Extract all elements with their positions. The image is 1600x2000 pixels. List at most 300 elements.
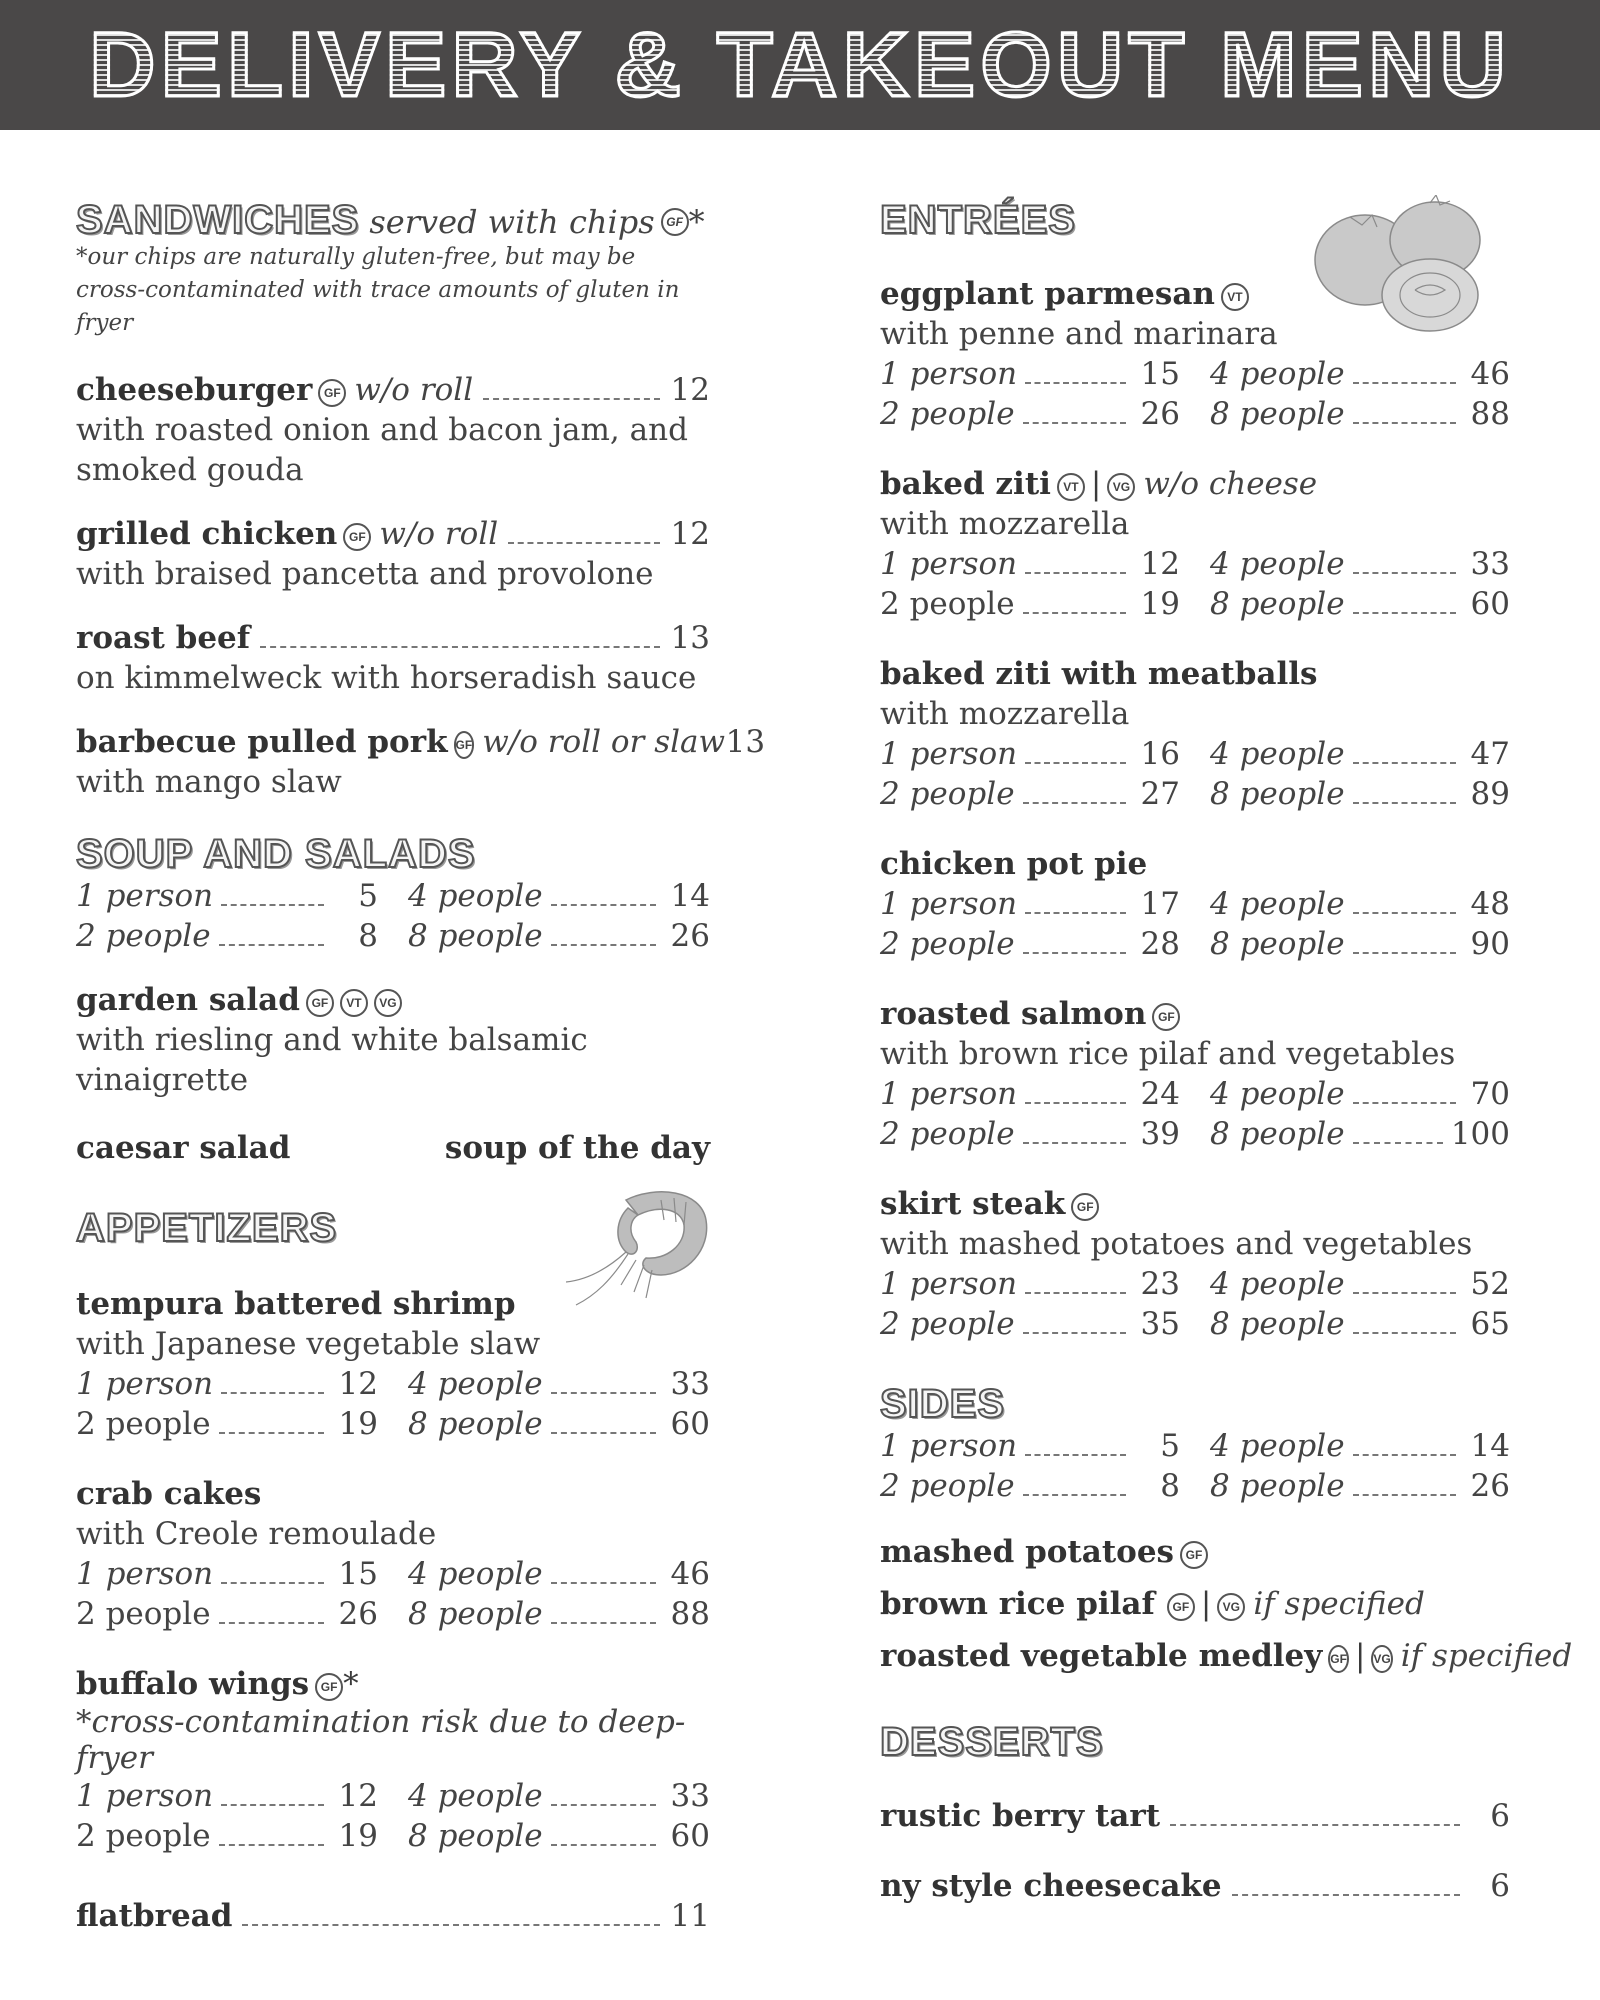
dotted-leader (242, 1924, 660, 1926)
portion-label: 1 person (76, 878, 214, 914)
portion-price-grid (76, 1776, 710, 1856)
dotted-leader (551, 1432, 656, 1434)
portion-price: 26 (670, 918, 710, 954)
portion-label: 1 person (76, 1556, 214, 1592)
portion-price: 26 (1470, 1468, 1510, 1504)
portion-label: 4 people (408, 1556, 543, 1592)
price-cell (76, 1404, 378, 1444)
dotted-leader (219, 944, 324, 946)
price-cell (408, 876, 710, 916)
item-description: with mashed potatoes and vegetables (880, 1226, 1473, 1262)
portion-price: 26 (338, 1596, 378, 1632)
tomato-illustration-icon (1310, 195, 1490, 335)
price-cell (1210, 1074, 1510, 1114)
dotted-leader (1023, 422, 1126, 424)
soup-price-grid (76, 876, 710, 956)
portion-label: 2 people (880, 1468, 1015, 1504)
price-cell (1210, 1426, 1510, 1466)
price-cell (1210, 584, 1510, 624)
portion-price: 12 (338, 1778, 378, 1814)
dotted-leader (1353, 1332, 1456, 1334)
item-description: with roasted onion and bacon jam, and (76, 412, 688, 448)
portion-price-grid (880, 734, 1510, 814)
price-cell (880, 1426, 1180, 1466)
portion-label: 4 people (408, 878, 543, 914)
price-cell (1210, 734, 1510, 774)
gf-badge-icon: GF (661, 208, 689, 236)
menu-item-skirt-steak (880, 1184, 1510, 1344)
price-cell (880, 1304, 1180, 1344)
portion-price: 5 (358, 878, 378, 914)
dotted-leader (1353, 1454, 1456, 1456)
item-name: skirt steak (880, 1186, 1066, 1222)
dotted-leader (1025, 1454, 1126, 1456)
dotted-leader (551, 1582, 656, 1584)
price-cell (880, 1264, 1180, 1304)
portion-price: 70 (1470, 1076, 1510, 1112)
price-cell (1210, 544, 1510, 584)
section-heading-desserts: DESSERTS (880, 1720, 1104, 1764)
portion-label: 2 people (880, 396, 1015, 432)
item-row (880, 994, 1510, 1034)
portion-label: 8 people (1210, 926, 1345, 962)
asterisk: * (688, 203, 705, 241)
portion-price-grid (880, 354, 1510, 434)
dotted-leader (551, 1804, 656, 1806)
portion-price: 12 (338, 1366, 378, 1402)
portion-price: 19 (1140, 586, 1180, 622)
item-variant: if specified (1400, 1638, 1573, 1674)
price-cell (408, 1364, 710, 1404)
item-row (76, 1664, 710, 1704)
menu-item-pulled-pork (76, 722, 766, 802)
dotted-leader (1353, 802, 1456, 804)
dotted-leader (1353, 1494, 1456, 1496)
item-name: roasted salmon (880, 996, 1147, 1032)
portion-label: 2 people (76, 1818, 211, 1854)
portion-label: 8 people (1210, 396, 1345, 432)
portion-label: 4 people (1210, 736, 1345, 772)
dotted-leader (1023, 1142, 1126, 1144)
price-cell (880, 544, 1180, 584)
portion-label: 4 people (1210, 546, 1345, 582)
dotted-leader (1353, 1102, 1456, 1104)
item-variant: w/o roll (379, 516, 499, 552)
menu-item-garden-salad (76, 980, 710, 1100)
dotted-leader (1025, 762, 1126, 764)
portion-price: 26 (1140, 396, 1180, 432)
item-note: *cross-contamination risk due to deep-fryer (76, 1704, 686, 1776)
menu-item-buffalo-wings (76, 1664, 710, 1856)
item-name: tempura battered shrimp (76, 1286, 516, 1322)
item-name: barbecue pulled pork (76, 724, 448, 760)
portion-label: 8 people (408, 1596, 543, 1632)
price-cell (880, 354, 1180, 394)
dotted-leader (1353, 762, 1456, 764)
portion-label: 4 people (1210, 1266, 1345, 1302)
dotted-leader (219, 1844, 324, 1846)
served-with-chips (369, 203, 704, 241)
price-cell (880, 774, 1180, 814)
dotted-leader (1353, 1142, 1443, 1144)
dotted-leader (219, 1432, 324, 1434)
portion-price: 89 (1470, 776, 1510, 812)
vt-badge-icon: VT (340, 989, 368, 1017)
portion-price-grid (880, 544, 1510, 624)
portion-price: 88 (670, 1596, 710, 1632)
item-row (76, 370, 710, 410)
item-description: with mozzarella (880, 696, 1130, 732)
portion-price: 17 (1140, 886, 1180, 922)
portion-price-grid (880, 884, 1510, 964)
price-cell (1210, 924, 1510, 964)
menu-item-baked-ziti (880, 464, 1510, 624)
portion-price: 46 (670, 1556, 710, 1592)
section-heading-soup-salads: SOUP AND SALADS (76, 832, 476, 876)
dotted-leader (221, 904, 324, 906)
portion-price: 88 (1470, 396, 1510, 432)
price-cell (1210, 354, 1510, 394)
item-description: with riesling and white balsamic vinaigrette (76, 1022, 588, 1098)
portion-price: 8 (358, 918, 378, 954)
portion-price: 24 (1140, 1076, 1180, 1112)
menu-item-chicken-pot-pie (880, 844, 1510, 964)
price-cell (408, 1404, 710, 1444)
menu-item-crab-cakes (76, 1474, 710, 1634)
item-name-caesar: caesar salad (76, 1130, 291, 1166)
item-row (76, 618, 710, 658)
item-variant: if specified (1253, 1586, 1425, 1622)
item-row (76, 722, 766, 762)
dotted-leader (1353, 382, 1456, 384)
dotted-leader (1025, 1292, 1126, 1294)
item-row (880, 654, 1510, 694)
dotted-leader (1025, 572, 1126, 574)
portion-label: 1 person (880, 886, 1018, 922)
item-name: rustic berry tart (880, 1798, 1161, 1834)
portion-label: 1 person (880, 546, 1018, 582)
dotted-leader (1023, 1494, 1126, 1496)
dotted-leader (1023, 802, 1126, 804)
right-column (880, 198, 1573, 1906)
portion-label: 2 people (880, 1306, 1015, 1342)
portion-price: 100 (1450, 1116, 1510, 1152)
item-name: buffalo wings (76, 1666, 310, 1702)
price-cell (408, 1776, 710, 1816)
item-price: 12 (670, 372, 710, 408)
portion-label: 1 person (880, 1428, 1018, 1464)
item-name: crab cakes (76, 1476, 262, 1512)
dotted-leader (551, 1844, 656, 1846)
portion-label: 8 people (408, 918, 543, 954)
item-name: chicken pot pie (880, 846, 1148, 882)
dotted-leader (508, 542, 660, 544)
price-cell (408, 916, 710, 956)
portion-price: 52 (1470, 1266, 1510, 1302)
portion-price: 16 (1140, 736, 1180, 772)
item-name: flatbread (76, 1898, 233, 1934)
dotted-leader (551, 944, 656, 946)
dotted-leader (221, 1392, 324, 1394)
price-cell (1210, 1114, 1510, 1154)
portion-price: 33 (670, 1366, 710, 1402)
item-variant: w/o roll (354, 372, 474, 408)
item-name: mashed potatoes (880, 1534, 1175, 1570)
gf-badge-icon: GF (1180, 1541, 1208, 1569)
gf-badge-icon: GF (1152, 1003, 1180, 1031)
price-cell (408, 1594, 710, 1634)
price-cell (76, 1776, 378, 1816)
chips-note-line-1: *our chips are naturally gluten-free, but may be (76, 244, 636, 270)
portion-price-grid (76, 1554, 710, 1634)
portion-label: 8 people (1210, 1468, 1345, 1504)
portion-price: 19 (338, 1406, 378, 1442)
dotted-leader (551, 1622, 656, 1624)
portion-price: 33 (670, 1778, 710, 1814)
portion-price: 90 (1470, 926, 1510, 962)
menu-item-grilled-chicken (76, 514, 710, 594)
item-row (880, 1184, 1510, 1224)
portion-price: 5 (1160, 1428, 1180, 1464)
item-variant: w/o roll or slaw (482, 724, 726, 760)
separator: | (1354, 1638, 1366, 1674)
vt-badge-icon: VT (1221, 283, 1249, 311)
section-heading-sandwiches: SANDWICHES (76, 198, 360, 242)
dotted-leader (1023, 1332, 1126, 1334)
price-cell (1210, 1304, 1510, 1344)
menu-item-ziti-meatballs (880, 654, 1510, 814)
portion-label: 1 person (76, 1366, 214, 1402)
portion-label: 8 people (1210, 776, 1345, 812)
gf-badge-icon: GF (315, 1673, 343, 1701)
sandwiches-heading-row (76, 200, 710, 241)
price-cell (880, 394, 1180, 434)
dotted-leader (1353, 952, 1456, 954)
dotted-leader (1023, 612, 1126, 614)
price-cell (1210, 394, 1510, 434)
price-cell (1210, 1466, 1510, 1506)
price-cell (880, 924, 1180, 964)
dotted-leader (1025, 382, 1126, 384)
dotted-leader (260, 646, 660, 648)
portion-price-grid (880, 1074, 1510, 1154)
dotted-leader (1353, 612, 1456, 614)
item-name: baked ziti with meatballs (880, 656, 1318, 692)
portion-label: 1 person (880, 1076, 1018, 1112)
portion-price: 35 (1140, 1306, 1180, 1342)
section-heading-entrees: ENTRÉES (880, 198, 1076, 242)
dotted-leader (1232, 1894, 1460, 1896)
gf-badge-icon: GF (1071, 1193, 1099, 1221)
item-description: with mozzarella (880, 506, 1130, 542)
item-price: 12 (670, 516, 710, 552)
gf-badge-icon: GF (454, 731, 475, 759)
menu-item-flatbread (76, 1896, 710, 1936)
portion-label: 4 people (1210, 886, 1345, 922)
item-variant: w/o cheese (1143, 466, 1318, 502)
portion-price: 15 (1140, 356, 1180, 392)
dotted-leader (551, 904, 656, 906)
portion-price: 14 (670, 878, 710, 914)
portion-price: 23 (1140, 1266, 1180, 1302)
portion-price: 27 (1140, 776, 1180, 812)
portion-price: 12 (1140, 546, 1180, 582)
portion-label: 8 people (1210, 1116, 1345, 1152)
item-name: brown rice pilaf (880, 1586, 1155, 1622)
item-description: smoked gouda (76, 452, 304, 488)
price-cell (1210, 884, 1510, 924)
dotted-leader (1025, 912, 1126, 914)
asterisk: * (343, 1666, 359, 1702)
portion-label: 4 people (1210, 1076, 1345, 1112)
item-row (76, 1474, 710, 1514)
vt-badge-icon: VT (1057, 473, 1085, 501)
dotted-leader (1353, 1292, 1456, 1294)
portion-label: 2 people (880, 926, 1015, 962)
gf-badge-icon: GF (343, 523, 371, 551)
separator: | (1090, 466, 1102, 502)
price-cell (880, 1074, 1180, 1114)
portion-label: 2 people (880, 776, 1015, 812)
menu-item-cheeseburger (76, 370, 710, 490)
dotted-leader (1023, 952, 1126, 954)
dotted-leader (1025, 1102, 1126, 1104)
dessert-cheesecake (880, 1866, 1510, 1906)
item-description: with penne and marinara (880, 316, 1278, 352)
price-cell (76, 1364, 378, 1404)
portion-price: 65 (1470, 1306, 1510, 1342)
dotted-leader (1353, 912, 1456, 914)
price-cell (880, 884, 1180, 924)
price-cell (1210, 1264, 1510, 1304)
gf-badge-icon: GF (1328, 1645, 1349, 1673)
menu-title: DELIVERY & TAKEOUT MENU (89, 14, 1511, 116)
portion-price: 60 (670, 1406, 710, 1442)
item-price: 13 (670, 620, 710, 656)
item-row (76, 980, 710, 1020)
portion-label: 1 person (880, 1266, 1018, 1302)
menu-item-roasted-salmon (880, 994, 1510, 1154)
item-name: roasted vegetable medley (880, 1638, 1323, 1674)
portion-price-grid (76, 1364, 710, 1444)
price-cell (880, 734, 1180, 774)
dessert-berry-tart (880, 1796, 1510, 1836)
left-column (76, 198, 766, 1936)
price-cell (880, 1466, 1180, 1506)
vg-badge-icon: VG (1371, 1645, 1392, 1673)
dotted-leader (551, 1392, 656, 1394)
item-name: eggplant parmesan (880, 276, 1215, 312)
price-cell (408, 1816, 710, 1856)
portion-label: 8 people (408, 1406, 543, 1442)
item-row (880, 844, 1510, 884)
side-mashed-potatoes (880, 1532, 1510, 1572)
portion-label: 8 people (408, 1818, 543, 1854)
item-name: roast beef (76, 620, 251, 656)
item-description: with Creole remoulade (76, 1516, 437, 1552)
vg-badge-icon: VG (1217, 1593, 1245, 1621)
dotted-leader (1353, 572, 1456, 574)
portion-label: 2 people (880, 586, 1015, 622)
portion-price-grid (880, 1264, 1510, 1344)
dotted-leader (483, 398, 660, 400)
item-description: on kimmelweck with horseradish sauce (76, 660, 697, 696)
portion-price: 48 (1470, 886, 1510, 922)
side-vegetable-medley (880, 1636, 1573, 1676)
chips-note-line-2: cross-contaminated with trace amounts of gluten in fryer (76, 277, 680, 336)
gf-badge-icon: GF (318, 379, 346, 407)
price-cell (76, 916, 378, 956)
caesar-soup-row (76, 1128, 710, 1168)
portion-price: 15 (338, 1556, 378, 1592)
item-price: 11 (670, 1898, 710, 1934)
dotted-leader (221, 1804, 324, 1806)
sides-price-grid (880, 1426, 1510, 1506)
item-row (880, 464, 1510, 504)
served-text: served with chips (369, 203, 655, 241)
price-cell (76, 1554, 378, 1594)
item-price: 13 (725, 724, 766, 760)
dotted-leader (1170, 1824, 1460, 1826)
item-description: with braised pancetta and provolone (76, 556, 654, 592)
item-row (76, 514, 710, 554)
price-cell (76, 876, 378, 916)
gf-badge-icon: GF (1167, 1593, 1195, 1621)
dotted-leader (1353, 422, 1456, 424)
portion-label: 4 people (408, 1366, 543, 1402)
portion-price: 60 (1470, 586, 1510, 622)
portion-label: 4 people (1210, 356, 1345, 392)
gf-badge-icon: GF (306, 989, 334, 1017)
dotted-leader (221, 1582, 324, 1584)
portion-label: 2 people (76, 918, 211, 954)
shrimp-illustration-icon (566, 1180, 716, 1310)
section-heading-appetizers: APPETIZERS (76, 1206, 338, 1250)
portion-price: 14 (1470, 1428, 1510, 1464)
item-name-soup-day: soup of the day (444, 1130, 710, 1166)
item-description: with Japanese vegetable slaw (76, 1326, 541, 1362)
portion-label: 1 person (880, 736, 1018, 772)
portion-price: 19 (338, 1818, 378, 1854)
item-name: garden salad (76, 982, 300, 1018)
separator: | (1200, 1586, 1212, 1622)
portion-label: 2 people (76, 1596, 211, 1632)
price-cell (408, 1554, 710, 1594)
menu-item-roast-beef (76, 618, 710, 698)
portion-label: 1 person (76, 1778, 214, 1814)
portion-label: 1 person (880, 356, 1018, 392)
portion-price: 33 (1470, 546, 1510, 582)
vg-badge-icon: VG (1107, 473, 1135, 501)
portion-price: 47 (1470, 736, 1510, 772)
item-name: ny style cheesecake (880, 1868, 1222, 1904)
portion-label: 2 people (880, 1116, 1015, 1152)
item-name: cheeseburger (76, 372, 313, 408)
title-banner (0, 0, 1600, 130)
price-cell (1210, 774, 1510, 814)
price-cell (76, 1594, 378, 1634)
portion-label: 8 people (1210, 586, 1345, 622)
portion-price: 46 (1470, 356, 1510, 392)
price-cell (880, 584, 1180, 624)
item-price: 6 (1490, 1798, 1510, 1834)
portion-price: 8 (1160, 1468, 1180, 1504)
portion-label: 2 people (76, 1406, 211, 1442)
portion-label: 4 people (1210, 1428, 1345, 1464)
dotted-leader (219, 1622, 324, 1624)
item-name: grilled chicken (76, 516, 338, 552)
item-description: with mango slaw (76, 764, 342, 800)
